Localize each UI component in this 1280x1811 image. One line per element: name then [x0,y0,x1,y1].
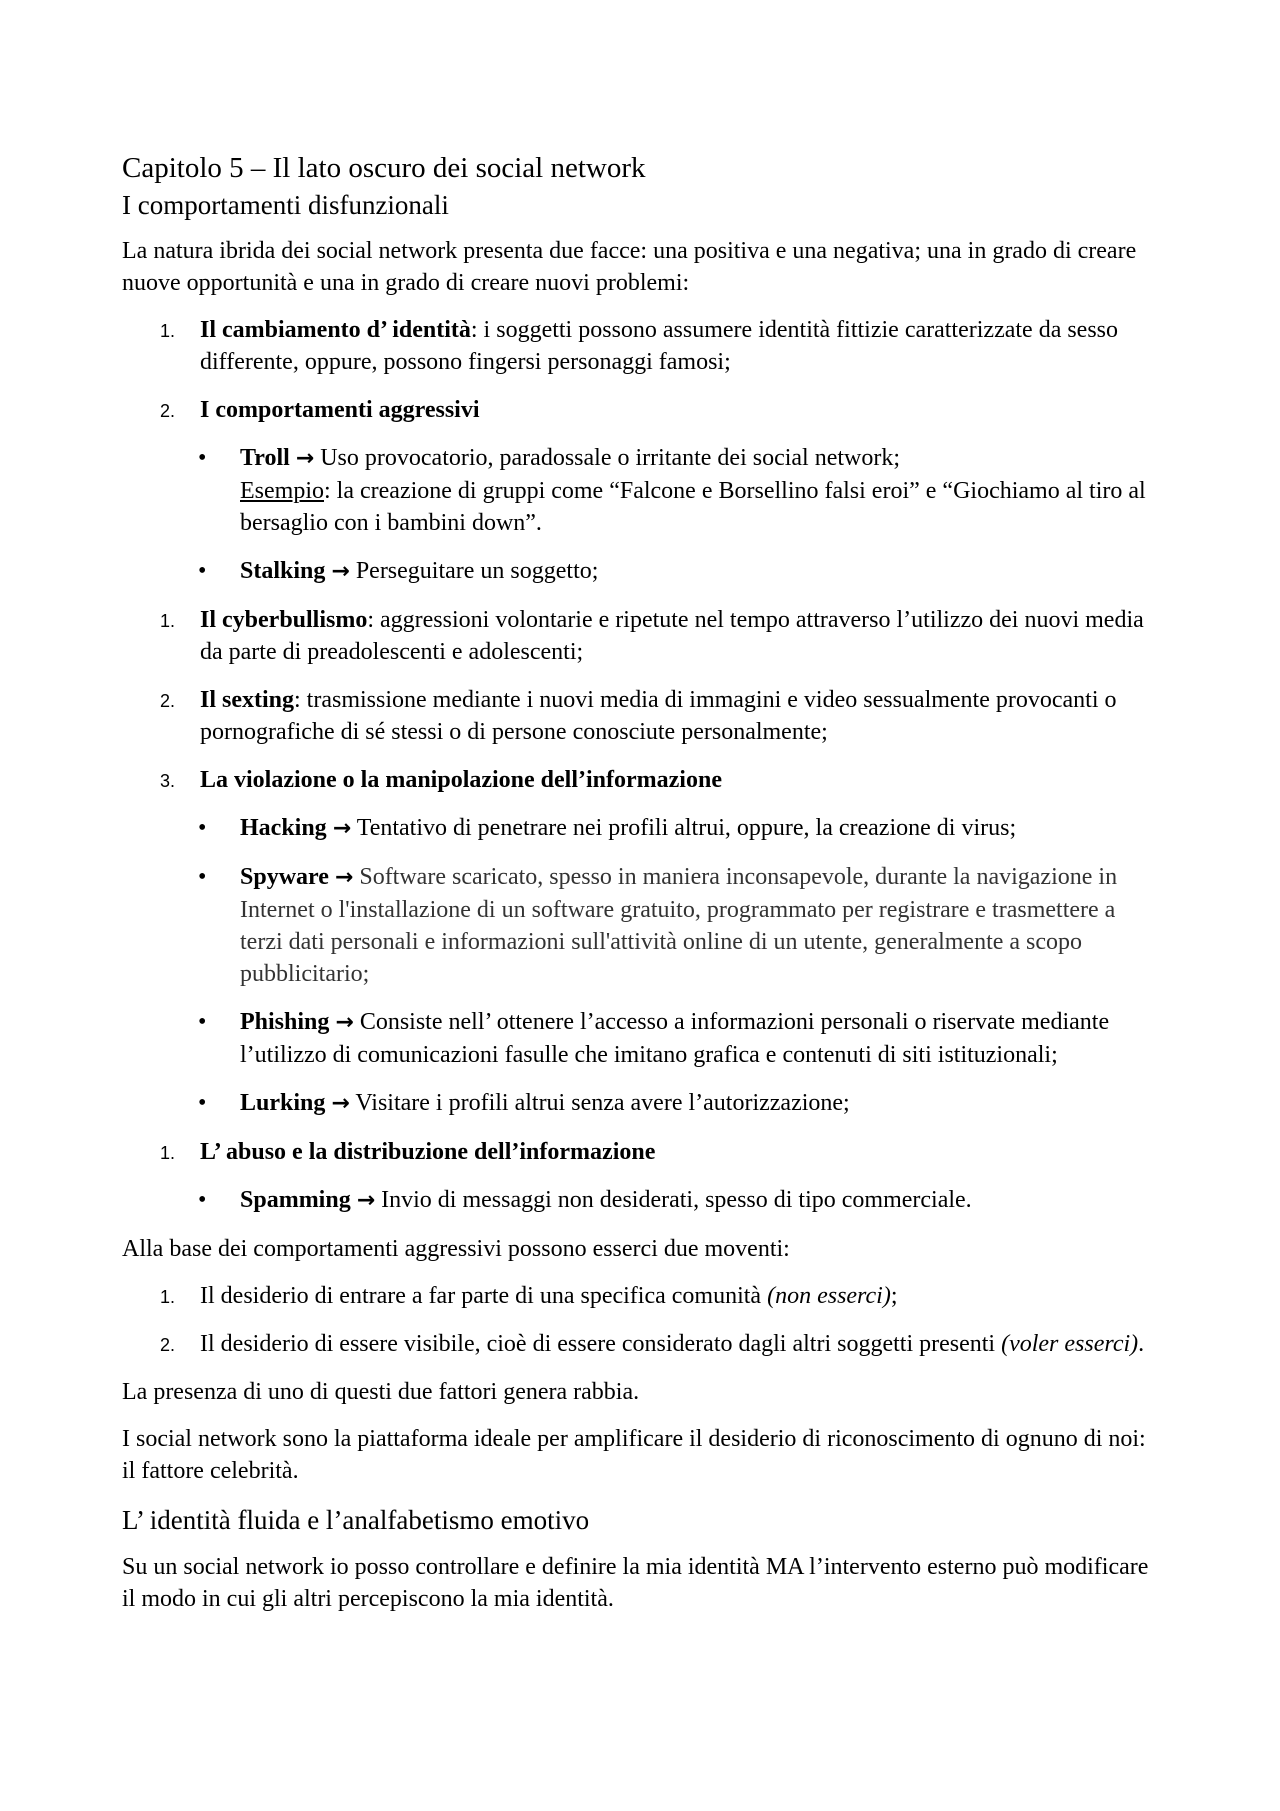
item-text: Tentativo di penetrare nei profili altrui, oppure, la creazione di virus; [356,815,1017,841]
item-term: Lurking [240,1090,326,1116]
intro-paragraph: La natura ibrida dei social network presenta due facce: una positiva e una negativa; una in grado di creare nuove opportunità e una in grado di creare nuovi problemi: [122,238,1137,296]
list-number: 1. [160,611,176,631]
item-text: Software scaricato, spesso in maniera inconsapevole, durante la navigazione in Internet o l'installazione di un software gratuito, programmato per registrare e trasmettere a terzi dati personali e informazioni sull'attività online di un utente, generalmente a scopo pubblicitario; [240,864,1118,987]
section2-title: L’ identità fluida e l’analfabetismo emotivo [122,1505,590,1535]
chapter-title: Capitolo 5 – Il lato oscuro dei social network [122,152,646,184]
arrow-right-icon: → [335,1010,354,1035]
item-text: : i soggetti possono assumere identità fittizie caratterizzate da sesso differente, oppure, possono fingersi personaggi famosi; [200,317,1119,375]
item-italic: (non esserci) [767,1283,891,1309]
bullet-icon: • [198,558,207,584]
arrow-right-icon: → [356,1188,376,1213]
arrow-right-icon: → [331,1091,350,1116]
bullet-item-troll [122,442,1162,539]
list-item [122,1328,1162,1360]
example-label: Esempio [240,478,324,504]
item-text: Visitare i profili altrui senza avere l’autorizzazione; [355,1090,850,1116]
motives-intro: Alla base dei comportamenti aggressivi possono esserci due moventi: [122,1236,790,1262]
section2-paragraph: Su un social network io posso controllare e definire la mia identità MA l’intervento esterno può modificare il modo in cui gli altri percepiscono la mia identità. [122,1554,1149,1612]
list-item [122,1136,1162,1168]
item-term: Spyware [240,864,329,890]
item-term: Troll [240,445,290,471]
list-item [122,604,1162,668]
item-end: . [1138,1331,1145,1357]
bullet-icon: • [198,1187,207,1213]
item-term: Il sexting [200,687,295,713]
item-text: : aggressioni volontarie e ripetute nel tempo attraverso l’utilizzo dei nuovi media da parte di preadolescenti e adolescenti; [200,607,1144,665]
item-italic: (voler esserci) [1001,1331,1139,1357]
list-item [122,1280,1162,1312]
bullet-icon: • [198,1090,207,1116]
item-term: I comportamenti aggressivi [200,397,480,423]
arrow-right-icon: → [332,816,352,841]
bullet-item-spyware [122,861,1162,990]
item-text: Invio di messaggi non desiderati, spesso di tipo commerciale. [381,1187,972,1213]
item-term: Il cyberbullismo [200,607,368,633]
list-number: 2. [160,691,176,711]
paragraph-rabbia: La presenza di uno di questi due fattori genera rabbia. [122,1379,640,1405]
bullet-icon: • [198,815,207,841]
list-number: 3. [160,771,176,791]
arrow-right-icon: → [331,559,350,584]
item-term: Stalking [240,558,326,584]
item-term: Hacking [240,815,327,841]
example-text: : la creazione di gruppi come “Falcone e Borsellino falsi eroi” e “Giochiamo al tiro al bersaglio con i bambini down”. [240,478,1146,536]
item-term: La violazione o la manipolazione dell’informazione [200,767,722,793]
item-text: : trasmissione mediante i nuovi media di immagini e video sessualmente provocanti o pornografiche di sé stessi o di persone conosciute personalmente; [200,687,1117,745]
item-term: Phishing [240,1009,330,1035]
list-number: 1. [160,1287,176,1307]
list-number: 1. [160,321,176,341]
paragraph-celebrita: I social network sono la piattaforma ideale per amplificare il desiderio di riconoscimento di ognuno di noi: il fattore celebrità. [122,1426,1146,1484]
bullet-icon: • [198,1009,207,1035]
item-text: Consiste nell’ ottenere l’accesso a informazioni personali o riservate mediante l’utilizzo di comunicazioni fasulle che imitano grafica e contenuti di siti istituzionali; [240,1009,1110,1068]
bullet-icon: • [198,864,207,890]
document-page [122,150,1162,1630]
arrow-right-icon: → [334,865,354,890]
item-text: Perseguitare un soggetto; [355,558,599,584]
list-number: 2. [160,1335,176,1355]
list-number: 2. [160,401,176,421]
bullet-item-stalking [122,555,1162,588]
item-end: ; [890,1283,898,1309]
item-text: Il desiderio di essere visibile, cioè di essere considerato dagli altri soggetti presenti [200,1331,1002,1357]
item-term: Spamming [240,1187,351,1213]
item-text: Uso provocatorio, paradossale o irritante dei social network; [320,445,901,471]
item-term: L’ abuso e la distribuzione dell’informazione [200,1139,656,1165]
list-item [122,764,1162,796]
item-term: Il cambiamento d’ identità [200,317,471,343]
list-item [122,314,1162,378]
section-title: I comportamenti disfunzionali [122,190,449,220]
item-text: Il desiderio di entrare a far parte di una specifica comunità [200,1283,768,1309]
list-number: 1. [160,1143,176,1163]
list-item [122,394,1162,426]
bullet-item-spamming [122,1184,1162,1217]
bullet-item-lurking [122,1087,1162,1120]
bullet-item-hacking [122,812,1162,845]
bullet-item-phishing [122,1006,1162,1071]
list-item [122,684,1162,748]
bullet-icon: • [198,445,207,471]
arrow-right-icon: → [295,446,315,471]
